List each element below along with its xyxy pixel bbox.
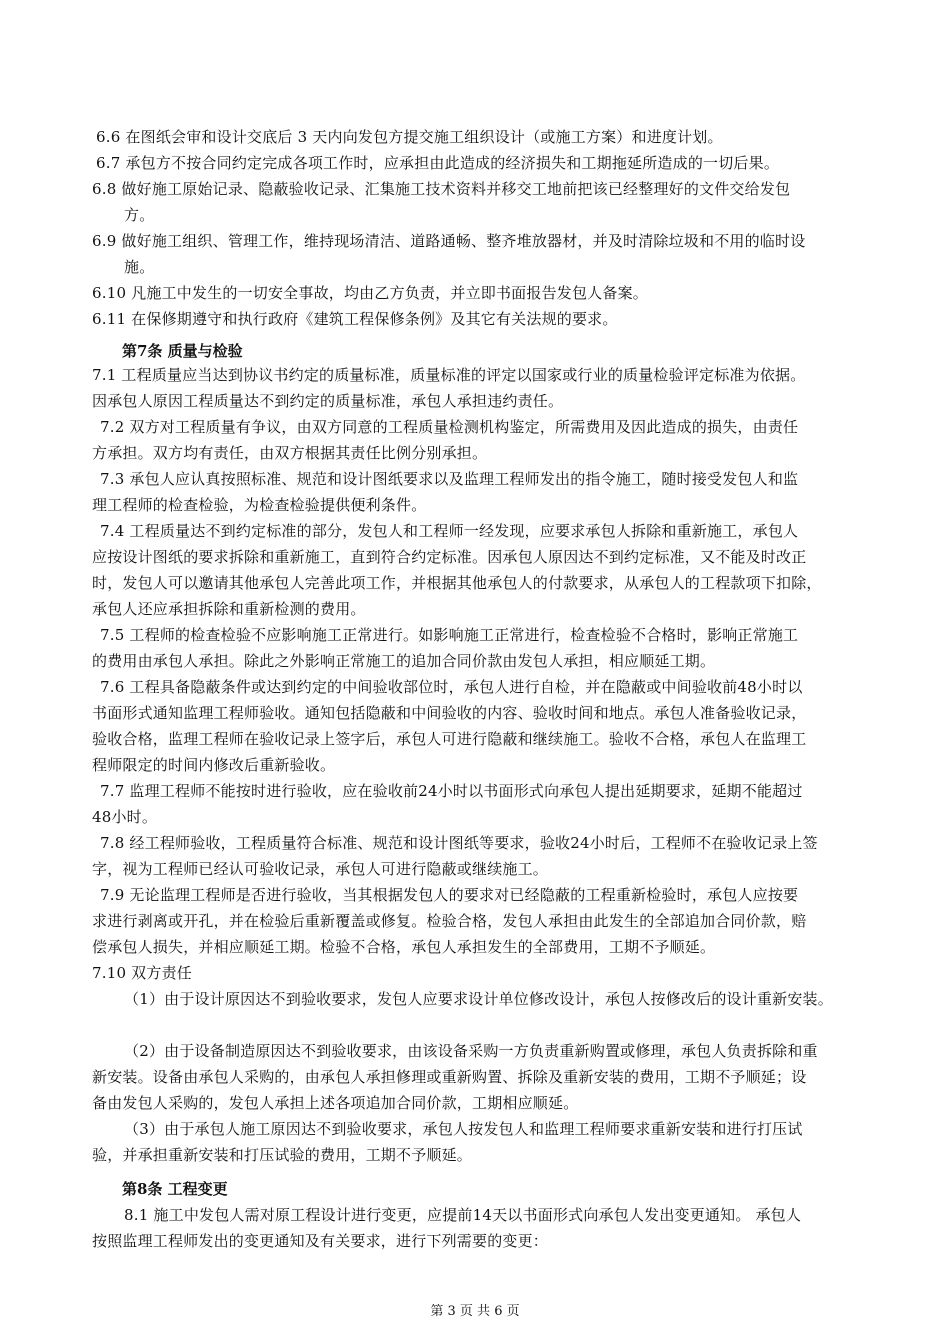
section-8-heading: 第8条 工程变更 <box>122 1180 228 1198</box>
clause-7-10-item3: （3）由于承包人施工原因达不到验收要求，承包人按发包人和监理工程师要求重新安装和进行打压试 <box>124 1120 803 1138</box>
clause-7-3: 7.3 承包人应认真按照标准、规范和设计图纸要求以及监理工程师发出的指令施工，随时接受发包人和监 <box>100 470 799 488</box>
clause-7-6-cont1: 书面形式通知监理工程师验收。通知包括隐蔽和中间验收的内容、验收时间和地点。承包人准备验收记录， <box>92 704 807 722</box>
clause-7-4-cont1: 应按设计图纸的要求拆除和重新施工，直到符合约定标准。因承包人原因达不到约定标准，又不能及时改正 <box>92 548 807 566</box>
page-footer: 第 3 页 共 6 页 <box>430 1304 520 1319</box>
clause-7-7-cont: 48小时。 <box>92 808 158 826</box>
clause-7-4-cont3: 承包人还应承担拆除和重新检测的费用。 <box>92 600 366 618</box>
clause-7-7: 7.7 监理工程师不能按时进行验收，应在验收前24小时以书面形式向承包人提出延期要求，延期不能超过 <box>100 782 803 800</box>
clause-7-2: 7.2 双方对工程质量有争议，由双方同意的工程质量检测机构鉴定，所需费用及因此造成的损失，由责任 <box>100 418 799 436</box>
clause-7-10-item1: （1）由于设计原因达不到验收要求，发包人应要求设计单位修改设计，承包人按修改后的设计重新安装。 <box>124 990 833 1008</box>
clause-6-10: 6.10 凡施工中发生的一切安全事故，均由乙方负责，并立即书面报告发包人备案。 <box>92 284 648 302</box>
clause-7-10-item2-cont2: 备由发包人采购的，发包人承担上述各项追加合同价款，工期相应顺延。 <box>92 1094 579 1112</box>
clause-6-8-cont: 方。 <box>124 206 155 224</box>
clause-6-9: 6.9 做好施工组织、管理工作，维持现场清洁、道路通畅、整齐堆放器材，并及时清除垃圾和不用的临时设 <box>92 232 806 250</box>
clause-7-3-cont: 理工程师的检查检验，为检查检验提供便利条件。 <box>92 496 427 514</box>
clause-8-1: 8.1 施工中发包人需对原工程设计进行变更，应提前14天以书面形式向承包人发出变更通知。 承包人 <box>124 1206 802 1224</box>
section-7-heading: 第7条 质量与检验 <box>122 342 243 360</box>
clause-7-9: 7.9 无论监理工程师是否进行验收，当其根据发包人的要求对已经隐蔽的工程重新检验时，承包人应按要 <box>100 886 799 904</box>
clause-7-10: 7.10 双方责任 <box>92 964 192 982</box>
clause-7-6-cont2: 验收合格，监理工程师在验收记录上签字后，承包人可进行隐蔽和继续施工。验收不合格，承包人在监理工 <box>92 730 807 748</box>
clause-7-10-item2: （2）由于设备制造原因达不到验收要求，由该设备采购一方负责重新购置或修理，承包人负责拆除和重 <box>124 1042 818 1060</box>
clause-7-8-cont: 字，视为工程师已经认可验收记录，承包人可进行隐蔽或继续施工。 <box>92 860 549 878</box>
clause-7-6-cont3: 程师限定的时间内修改后重新验收。 <box>92 756 336 774</box>
clause-6-7: 6.7 承包方不按合同约定完成各项工作时，应承担由此造成的经济损失和工期拖延所造成的一切后果。 <box>96 154 780 172</box>
clause-6-6: 6.6 在图纸会审和设计交底后 3 天内向发包方提交施工组织设计（或施工方案）和进度计划。 <box>96 128 723 146</box>
clause-7-5-cont: 的费用由承包人承担。除此之外影响正常施工的追加合同价款由发包人承担，相应顺延工期。 <box>92 652 716 670</box>
clause-7-4: 7.4 工程质量达不到约定标准的部分，发包人和工程师一经发现，应要求承包人拆除和重新施工，承包人 <box>100 522 799 540</box>
clause-6-11: 6.11 在保修期遵守和执行政府《建筑工程保修条例》及其它有关法规的要求。 <box>92 310 618 328</box>
clause-7-9-cont2: 偿承包人损失，并相应顺延工期。检验不合格，承包人承担发生的全部费用，工期不予顺延。 <box>92 938 716 956</box>
clause-7-9-cont1: 求进行剥离或开孔，并在检验后重新覆盖或修复。检验合格，发包人承担由此发生的全部追加合同价款，赔 <box>92 912 807 930</box>
clause-7-1-cont: 因承包人原因工程质量达不到约定的质量标准，承包人承担违约责任。 <box>92 392 564 410</box>
clause-7-10-item2-cont1: 新安装。设备由承包人采购的，由承包人承担修理或重新购置、拆除及重新安装的费用，工期不予顺延；设 <box>92 1068 807 1086</box>
clause-7-2-cont: 方承担。双方均有责任，由双方根据其责任比例分别承担。 <box>92 444 488 462</box>
clause-6-8: 6.8 做好施工原始记录、隐蔽验收记录、汇集施工技术资料并移交工地前把该已经整理好的文件交给发包 <box>92 180 791 198</box>
clause-7-6: 7.6 工程具备隐蔽条件或达到约定的中间验收部位时，承包人进行自检，并在隐蔽或中间验收前48小时以 <box>100 678 803 696</box>
clause-7-4-cont2: 时，发包人可以邀请其他承包人完善此项工作，并根据其他承包人的付款要求，从承包人的工程款项下扣除， <box>92 574 822 592</box>
clause-6-9-cont: 施。 <box>124 258 155 276</box>
clause-7-8: 7.8 经工程师验收，工程质量符合标准、规范和设计图纸等要求，验收24小时后，工程师不在验收记录上签 <box>100 834 818 852</box>
clause-7-5: 7.5 工程师的检查检验不应影响施工正常进行。如影响施工正常进行，检查检验不合格时，影响正常施工 <box>100 626 799 644</box>
clause-8-1-cont: 按照监理工程师发出的变更通知及有关要求，进行下列需要的变更： <box>92 1232 549 1250</box>
clause-7-10-item3-cont: 验，并承担重新安装和打压试验的费用，工期不予顺延。 <box>92 1146 473 1164</box>
clause-7-1: 7.1 工程质量应当达到协议书约定的质量标准，质量标准的评定以国家或行业的质量检验评定标准为依据。 <box>92 366 806 384</box>
